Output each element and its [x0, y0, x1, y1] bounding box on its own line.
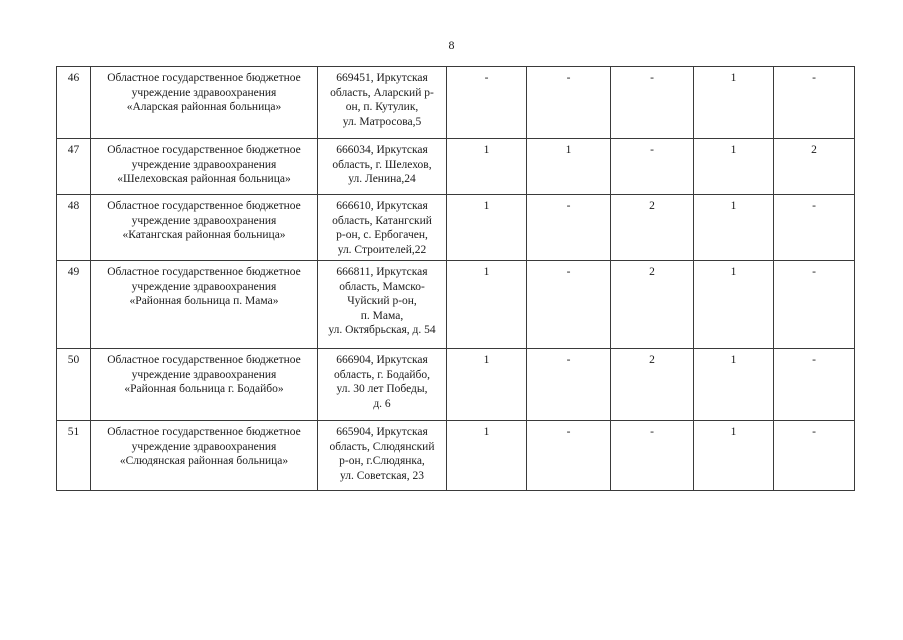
value-cell-3: - [611, 421, 694, 491]
value-cell-4: 1 [694, 349, 774, 421]
address-cell [318, 261, 447, 349]
row-number-cell: 50 [57, 349, 91, 421]
institution-name-line: учреждение здравоохранения [131, 86, 277, 99]
table-row [57, 261, 855, 349]
institution-name-line: Областное государственное бюджетное [107, 354, 301, 366]
value-cell-4: 1 [694, 195, 774, 261]
value-cell-5: - [774, 421, 855, 491]
institution-name-line: учреждение здравоохранения [131, 280, 277, 293]
value-cell-1: 1 [447, 139, 527, 195]
address-cell [318, 195, 447, 261]
value-cell-5: - [774, 349, 855, 421]
institution-name-line: Областное государственное бюджетное [107, 144, 301, 156]
value-cell-1: 1 [447, 261, 527, 349]
address-line: д. 6 [373, 397, 391, 410]
value-cell-3: - [611, 67, 694, 139]
address-line: 666811, Иркутская [336, 266, 428, 278]
value-cell-2: - [527, 421, 611, 491]
address-line: область, Мамско- [339, 280, 425, 293]
address-line: область, г. Шелехов, [332, 158, 432, 171]
address-line: р-он, г.Слюдянка, [339, 455, 425, 467]
institution-name-cell [91, 67, 318, 139]
table-row [57, 139, 855, 195]
table-row [57, 421, 855, 491]
value-cell-3: - [611, 139, 694, 195]
institution-name-line: учреждение здравоохранения [131, 368, 277, 381]
table-row [57, 349, 855, 421]
institution-name-line: учреждение здравоохранения [131, 440, 277, 453]
institution-name-line: «Слюдянская районная больница» [119, 455, 289, 467]
institution-name-line: «Катангская районная больница» [122, 229, 286, 241]
row-number-cell: 48 [57, 195, 91, 261]
address-line: 666610, Иркутская [336, 200, 428, 212]
value-cell-2: 1 [527, 139, 611, 195]
row-number-cell: 46 [57, 67, 91, 139]
value-cell-1: 1 [447, 349, 527, 421]
institution-name-cell [91, 261, 318, 349]
value-cell-2: - [527, 349, 611, 421]
hospitals-table [56, 66, 855, 491]
institution-name-line: «Районная больница г. Бодайбо» [124, 383, 284, 395]
value-cell-1: - [447, 67, 527, 139]
value-cell-1: 1 [447, 421, 527, 491]
value-cell-2: - [527, 261, 611, 349]
address-line: область, г. Бодайбо, [333, 368, 431, 381]
institution-name-cell [91, 195, 318, 261]
table-body [57, 67, 855, 491]
address-line: 669451, Иркутская [336, 72, 428, 84]
value-cell-1: 1 [447, 195, 527, 261]
value-cell-4: 1 [694, 139, 774, 195]
institution-name-line: Областное государственное бюджетное [107, 426, 301, 438]
institution-name-cell [91, 421, 318, 491]
row-number-cell: 51 [57, 421, 91, 491]
institution-name-line: «Шелеховская районная больница» [117, 173, 291, 185]
institution-name-line: учреждение здравоохранения [131, 214, 277, 227]
institution-name-cell [91, 349, 318, 421]
institution-name-line: «Аларская районная больница» [126, 101, 282, 113]
address-line: ул. Строителей,22 [337, 243, 427, 256]
address-line: п. Мама, [360, 309, 404, 322]
address-cell [318, 139, 447, 195]
address-line: он, п. Кутулик, [345, 101, 419, 113]
institution-name-line: Областное государственное бюджетное [107, 72, 301, 84]
value-cell-3: 2 [611, 195, 694, 261]
address-cell [318, 349, 447, 421]
address-line: область, Слюдянский [329, 440, 435, 453]
value-cell-2: - [527, 67, 611, 139]
table-row [57, 67, 855, 139]
value-cell-5: 2 [774, 139, 855, 195]
institution-name-line: Областное государственное бюджетное [107, 200, 301, 212]
value-cell-4: 1 [694, 261, 774, 349]
page-number: 8 [448, 38, 455, 52]
row-number-cell: 47 [57, 139, 91, 195]
address-line: ул. Октябрьская, д. 54 [328, 324, 436, 336]
address-line: 666904, Иркутская [336, 354, 428, 366]
address-line: ул. Ленина,24 [348, 173, 416, 185]
institution-name-line: «Районная больница п. Мама» [129, 295, 279, 307]
address-line: ул. Советская, 23 [340, 469, 424, 482]
value-cell-5: - [774, 195, 855, 261]
address-line: 665904, Иркутская [336, 426, 428, 438]
address-cell [318, 421, 447, 491]
value-cell-3: 2 [611, 349, 694, 421]
value-cell-3: 2 [611, 261, 694, 349]
address-line: 666034, Иркутская [336, 144, 428, 156]
value-cell-4: 1 [694, 421, 774, 491]
institution-name-line: учреждение здравоохранения [131, 158, 277, 171]
table-row [57, 195, 855, 261]
row-number-cell: 49 [57, 261, 91, 349]
value-cell-5: - [774, 67, 855, 139]
address-line: р-он, с. Ербогачен, [336, 229, 428, 241]
institution-name-cell [91, 139, 318, 195]
address-line: область, Катангский [332, 214, 432, 227]
value-cell-2: - [527, 195, 611, 261]
address-line: Чуйский р-он, [347, 295, 417, 307]
institution-name-line: Областное государственное бюджетное [107, 266, 301, 278]
address-line: ул. Матросова,5 [342, 115, 422, 128]
address-cell [318, 67, 447, 139]
value-cell-4: 1 [694, 67, 774, 139]
value-cell-5: - [774, 261, 855, 349]
address-line: ул. 30 лет Победы, [336, 383, 428, 395]
address-line: область, Аларский р- [330, 86, 434, 99]
